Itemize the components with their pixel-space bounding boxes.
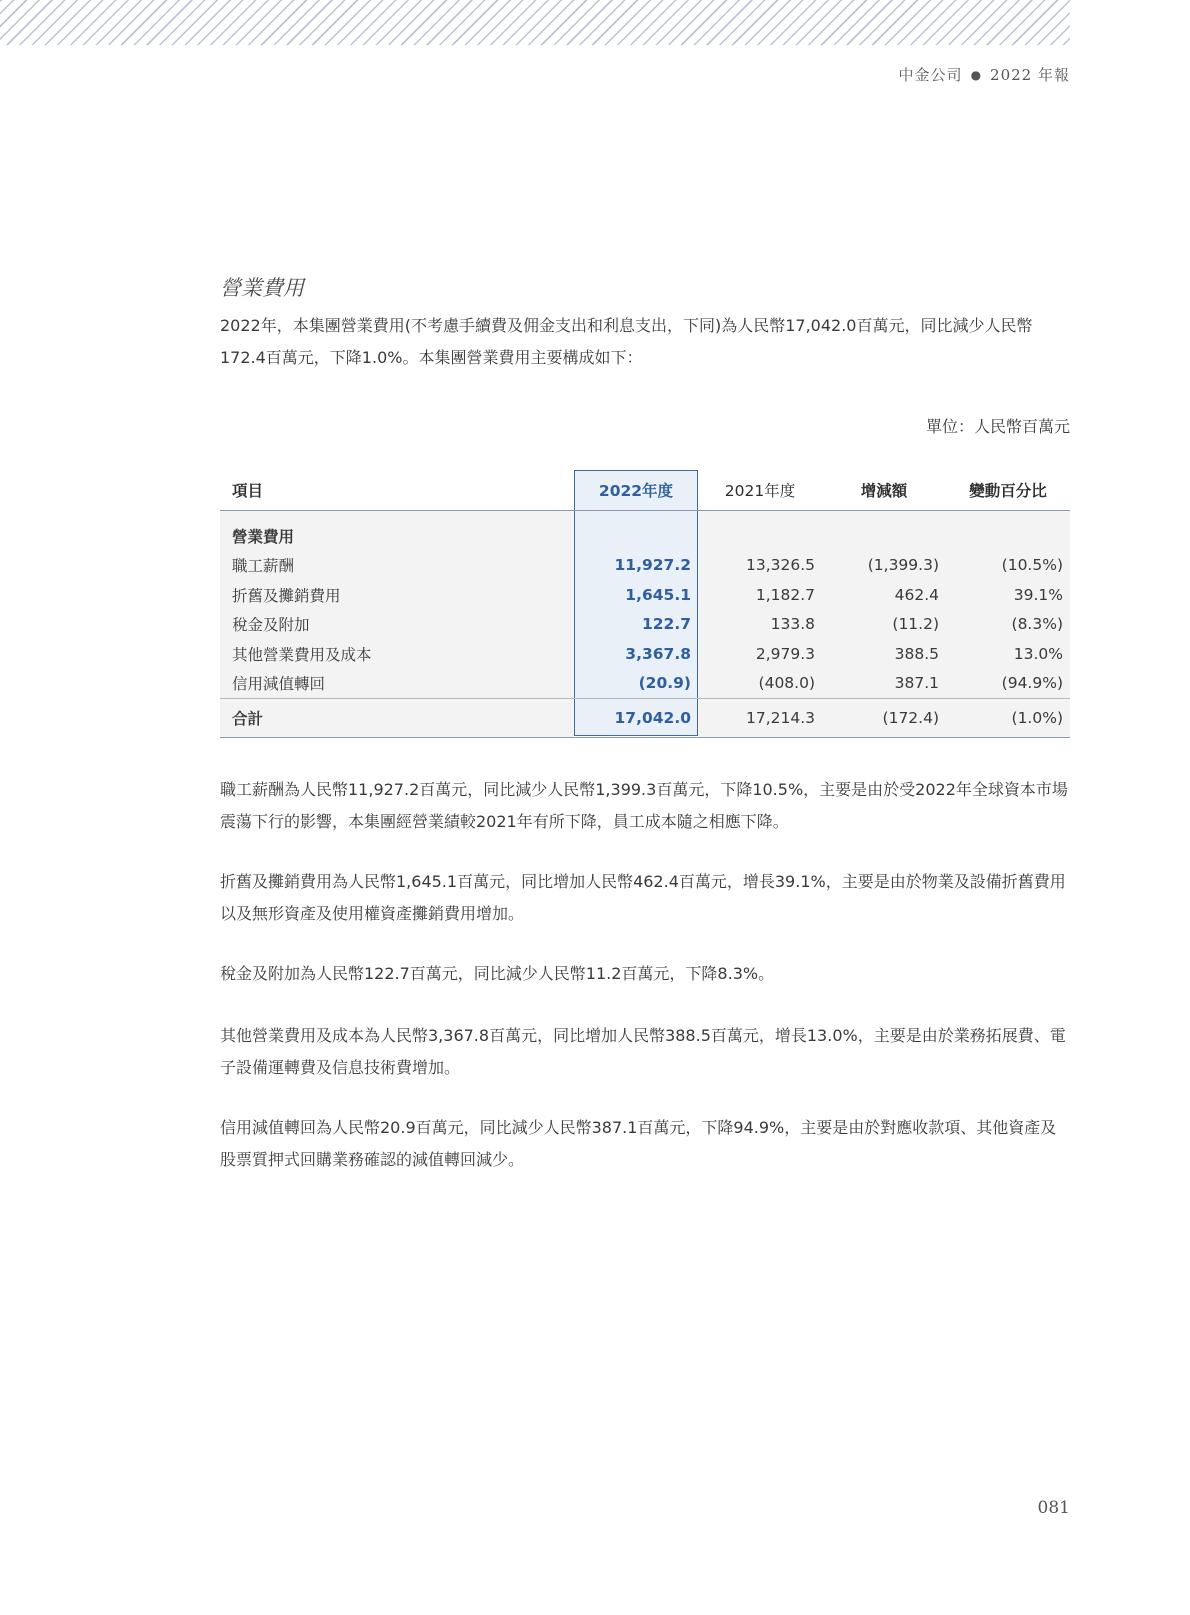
header-report: 2022 年報 — [990, 66, 1070, 84]
header-change-percent: 變動百分比 — [946, 470, 1070, 511]
header-company: 中金公司 — [898, 66, 963, 84]
value-percent: (10.5%) — [946, 551, 1070, 581]
table-row — [220, 580, 1070, 610]
value-2021: 133.8 — [698, 610, 822, 640]
header-item: 項目 — [220, 470, 574, 511]
value-2021: 1,182.7 — [698, 580, 822, 610]
total-label: 合計 — [220, 699, 574, 738]
row-label: 信用減值轉回 — [220, 669, 574, 699]
total-2022: 17,042.0 — [574, 699, 698, 738]
expense-table-container — [220, 470, 1070, 738]
value-change: 387.1 — [822, 669, 946, 699]
paragraph-other-expenses: 其他營業費用及成本為人民幣3,367.8百萬元，同比增加人民幣388.5百萬元，增長13.0%，主要是由於業務拓展費、電子設備運轉費及信息技術費增加。 — [220, 1026, 1066, 1077]
group-label: 營業費用 — [220, 511, 574, 551]
header-change-amount: 增減額 — [822, 470, 946, 511]
page-number: 081 — [1037, 1498, 1070, 1518]
table-row — [220, 669, 1070, 699]
value-2022: 3,367.8 — [625, 644, 691, 663]
value-2021: 2,979.3 — [698, 639, 822, 669]
total-percent: (1.0%) — [946, 699, 1070, 738]
value-change: 462.4 — [822, 580, 946, 610]
value-2022: (20.9) — [638, 674, 691, 693]
paragraph-staff-costs: 職工薪酬為人民幣11,927.2百萬元，同比減少人民幣1,399.3百萬元，下降10.5%，主要是由於受2022年全球資本市場震蕩下行的影響，本集團經營業績較2021年有所下降，員工成本隨之相應下降。 — [220, 780, 1068, 831]
page-header — [899, 64, 1070, 85]
value-2022: 1,645.1 — [625, 585, 691, 604]
value-2022: 11,927.2 — [614, 556, 691, 575]
value-percent: (94.9%) — [946, 669, 1070, 699]
value-change: (1,399.3) — [822, 551, 946, 581]
row-label: 其他營業費用及成本 — [220, 639, 574, 669]
value-percent: 39.1% — [946, 580, 1070, 610]
table-row — [220, 551, 1070, 581]
table-header-row — [220, 470, 1070, 511]
header-bullet-icon: ● — [970, 68, 983, 82]
value-change: 388.5 — [822, 639, 946, 669]
section-title: 營業費用 — [220, 276, 304, 300]
header-2021: 2021年度 — [698, 470, 822, 511]
intro-paragraph: 2022年，本集團營業費用(不考慮手續費及佣金支出和利息支出，下同)為人民幣17,042.0百萬元，同比減少人民幣172.4百萬元，下降1.0%。本集團營業費用主要構成如下： — [220, 316, 1033, 367]
value-2021: 13,326.5 — [698, 551, 822, 581]
header-2022: 2022年度 — [574, 470, 698, 511]
paragraph-credit-impairment: 信用減值轉回為人民幣20.9百萬元，同比減少人民幣387.1百萬元，下降94.9%，主要是由於對應收款項、其他資產及股票質押式回購業務確認的減值轉回減少。 — [220, 1118, 1057, 1169]
value-change: (11.2) — [822, 610, 946, 640]
paragraph-taxes: 稅金及附加為人民幣122.7百萬元，同比減少人民幣11.2百萬元，下降8.3%。 — [220, 964, 775, 983]
total-change: (172.4) — [822, 699, 946, 738]
unit-label: 單位：人民幣百萬元 — [925, 417, 1070, 436]
value-2021: (408.0) — [698, 669, 822, 699]
table-row — [220, 610, 1070, 640]
value-percent: 13.0% — [946, 639, 1070, 669]
row-label: 稅金及附加 — [220, 610, 574, 640]
value-percent: (8.3%) — [946, 610, 1070, 640]
header-hatch-band — [0, 0, 1070, 45]
table-group-row — [220, 511, 1070, 551]
total-2021: 17,214.3 — [698, 699, 822, 738]
paragraph-depreciation: 折舊及攤銷費用為人民幣1,645.1百萬元，同比增加人民幣462.4百萬元，增長39.1%，主要是由於物業及設備折舊費用以及無形資產及使用權資產攤銷費用增加。 — [220, 872, 1066, 923]
table-total-row — [220, 699, 1070, 738]
row-label: 職工薪酬 — [220, 551, 574, 581]
row-label: 折舊及攤銷費用 — [220, 580, 574, 610]
value-2022: 122.7 — [641, 615, 691, 634]
table-row — [220, 639, 1070, 669]
expense-table — [220, 470, 1070, 738]
